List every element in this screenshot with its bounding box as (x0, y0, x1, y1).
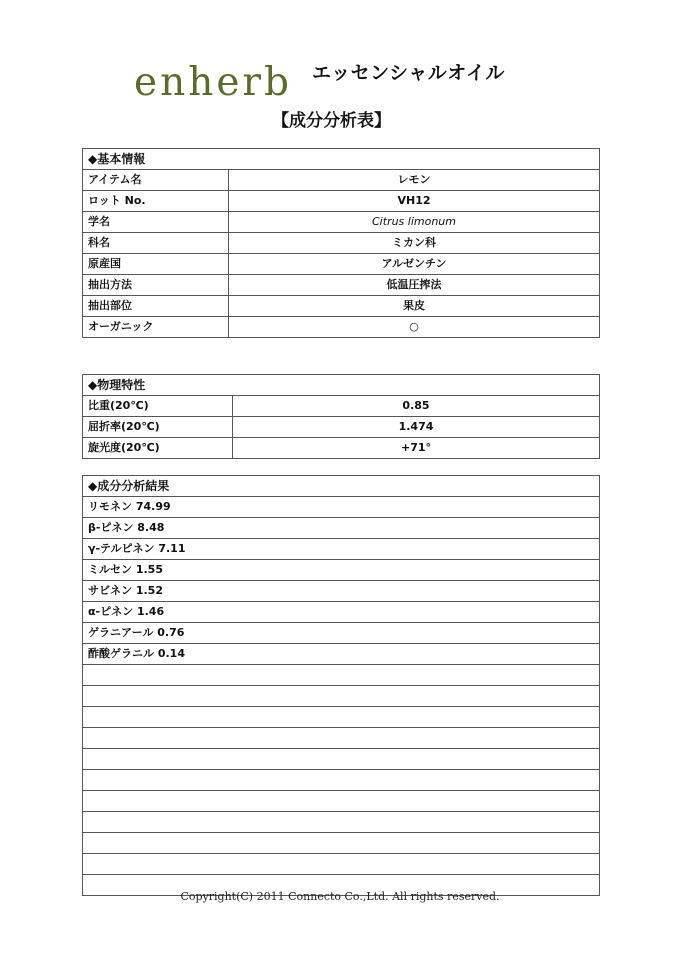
empty-cell (83, 665, 600, 686)
component-analysis-table (82, 475, 600, 896)
table-row (83, 438, 600, 459)
table-row (83, 417, 600, 438)
row-label: 屈折率(20℃) (83, 417, 233, 438)
copyright-footer: Copyright(C) 2011 Connecto Co.,Ltd. All rights reserved. (180, 890, 500, 903)
component-row (83, 518, 600, 539)
empty-row (83, 854, 600, 875)
table-row (83, 170, 600, 191)
row-label: 科名 (83, 233, 229, 254)
row-value: 低温圧搾法 (229, 275, 600, 296)
table-row (83, 296, 600, 317)
component-cell: α-ピネン 1.46 (83, 602, 600, 623)
row-value: アルゼンチン (229, 254, 600, 275)
row-value: 果皮 (229, 296, 600, 317)
section-title: ◆基本情報 (83, 149, 600, 170)
component-cell: サビネン 1.52 (83, 581, 600, 602)
empty-row (83, 686, 600, 707)
row-value: VH12 (229, 191, 600, 212)
row-value: ○ (229, 317, 600, 338)
row-label: 旋光度(20℃) (83, 438, 233, 459)
empty-row (83, 770, 600, 791)
component-cell: ゲラニアール 0.76 (83, 623, 600, 644)
table-row (83, 275, 600, 296)
empty-cell (83, 728, 600, 749)
row-label: 抽出部位 (83, 296, 229, 317)
table-row (83, 212, 600, 233)
component-row (83, 623, 600, 644)
component-row (83, 497, 600, 518)
section-title: ◆成分分析結果 (83, 476, 600, 497)
row-value: Citrus limonum (229, 212, 600, 233)
section-header-basic (83, 149, 600, 170)
physical-properties-table (82, 374, 600, 459)
component-row (83, 539, 600, 560)
empty-cell (83, 791, 600, 812)
table-row (83, 254, 600, 275)
component-cell: リモネン 74.99 (83, 497, 600, 518)
row-value: +71° (233, 438, 600, 459)
component-row (83, 581, 600, 602)
row-label: オーガニック (83, 317, 229, 338)
empty-cell (83, 749, 600, 770)
empty-cell (83, 812, 600, 833)
table-row (83, 396, 600, 417)
row-value: レモン (229, 170, 600, 191)
component-cell: ミルセン 1.55 (83, 560, 600, 581)
row-label: アイテム名 (83, 170, 229, 191)
component-row (83, 644, 600, 665)
section-header-components (83, 476, 600, 497)
row-value: ミカン科 (229, 233, 600, 254)
component-cell: 酢酸ゲラニル 0.14 (83, 644, 600, 665)
empty-cell (83, 833, 600, 854)
row-value: 1.474 (233, 417, 600, 438)
table-row (83, 317, 600, 338)
empty-cell (83, 854, 600, 875)
component-cell: β-ピネン 8.48 (83, 518, 600, 539)
empty-row (83, 812, 600, 833)
document-title: エッセンシャルオイル (312, 62, 505, 84)
empty-row (83, 749, 600, 770)
table-row (83, 191, 600, 212)
empty-row (83, 791, 600, 812)
basic-info-table (82, 148, 600, 338)
component-cell: γ-テルピネン 7.11 (83, 539, 600, 560)
empty-cell (83, 770, 600, 791)
empty-cell (83, 707, 600, 728)
component-row (83, 560, 600, 581)
row-label: 原産国 (83, 254, 229, 275)
empty-row (83, 665, 600, 686)
empty-row (83, 728, 600, 749)
brand-logo: enherb (134, 60, 293, 105)
row-label: ロット No. (83, 191, 229, 212)
row-value: 0.85 (233, 396, 600, 417)
table-row (83, 233, 600, 254)
empty-row (83, 833, 600, 854)
row-label: 学名 (83, 212, 229, 233)
empty-cell (83, 686, 600, 707)
section-header-physical (83, 375, 600, 396)
row-label: 比重(20℃) (83, 396, 233, 417)
row-label: 抽出方法 (83, 275, 229, 296)
empty-row (83, 707, 600, 728)
section-title: ◆物理特性 (83, 375, 600, 396)
document-header (0, 0, 680, 140)
document-subtitle: 【成分分析表】 (272, 111, 391, 131)
component-row (83, 602, 600, 623)
